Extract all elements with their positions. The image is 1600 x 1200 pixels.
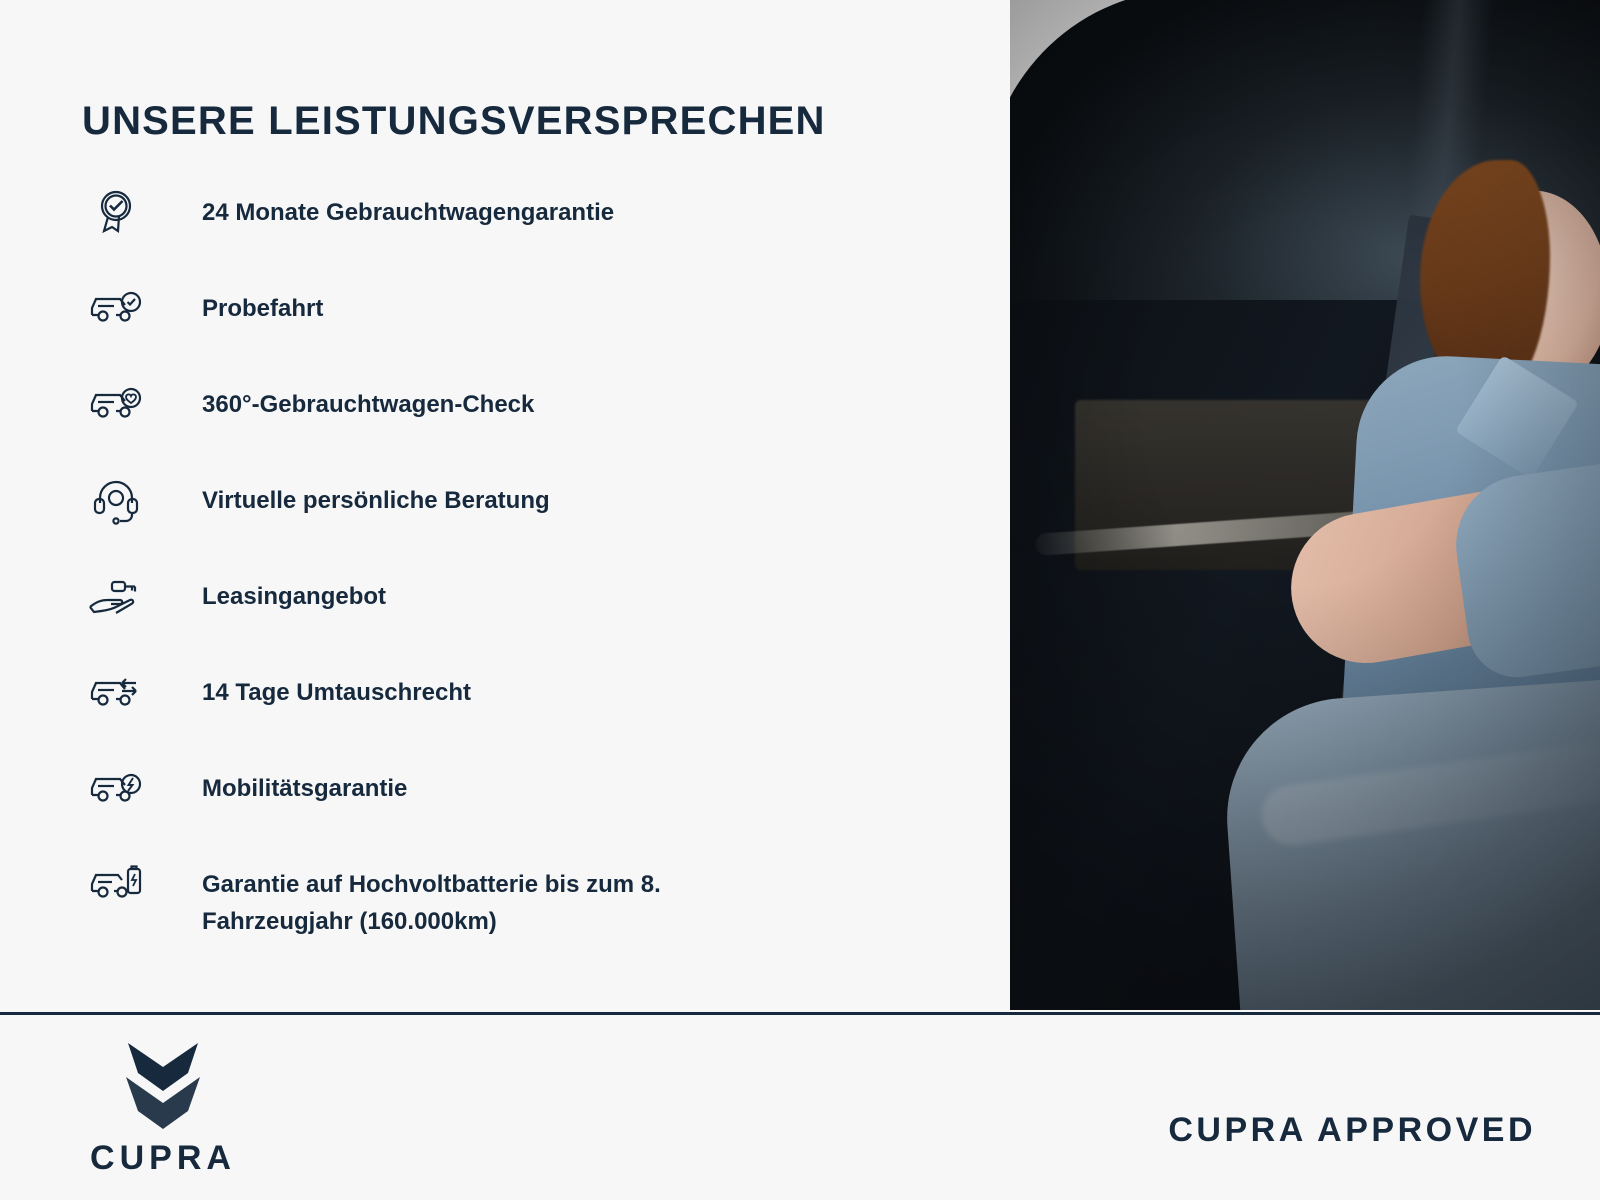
hero-image — [860, 0, 1600, 1010]
headset-consultation-icon — [80, 470, 152, 530]
page-title: UNSERE LEISTUNGSVERSPRECHEN — [82, 98, 826, 143]
list-item-label: Garantie auf Hochvoltbatterie bis zum 8. Fahrzeugjahr (160.000km) — [202, 871, 661, 936]
car-battery-icon — [80, 854, 152, 914]
person-legs — [1219, 674, 1600, 1010]
list-item-label: 14 Tage Umtauschrecht — [202, 679, 471, 706]
footer — [0, 1015, 1600, 1200]
list-item — [80, 470, 840, 566]
list-item — [80, 854, 840, 950]
cupra-logo — [68, 1037, 258, 1177]
list-item-label: Mobilitätsgarantie — [202, 775, 408, 802]
list-item-label: Leasingangebot — [202, 583, 387, 610]
hero-left-mask — [860, 0, 1010, 1010]
car-mobility-icon — [80, 758, 152, 818]
warranty-badge-icon — [80, 182, 152, 242]
list-item — [80, 566, 840, 662]
list-item-label: Virtuelle persönliche Beratung — [202, 487, 550, 514]
car-test-drive-icon — [80, 278, 152, 338]
footer-approved-text: CUPRA APPROVED — [1168, 1111, 1536, 1149]
feature-list — [80, 182, 840, 950]
hand-key-leasing-icon — [80, 566, 152, 626]
list-item — [80, 278, 840, 374]
car-check-360-icon — [80, 374, 152, 434]
list-item-label: Probefahrt — [202, 295, 324, 322]
list-item — [80, 758, 840, 854]
car-exchange-icon — [80, 662, 152, 722]
list-item — [80, 182, 840, 278]
svg-text:CUPRA: CUPRA — [90, 1139, 236, 1177]
list-item — [80, 662, 840, 758]
list-item — [80, 374, 840, 470]
list-item-label: 24 Monate Gebrauchtwagengarantie — [202, 199, 615, 226]
list-item-label: 360°-Gebrauchtwagen-Check — [202, 391, 535, 418]
